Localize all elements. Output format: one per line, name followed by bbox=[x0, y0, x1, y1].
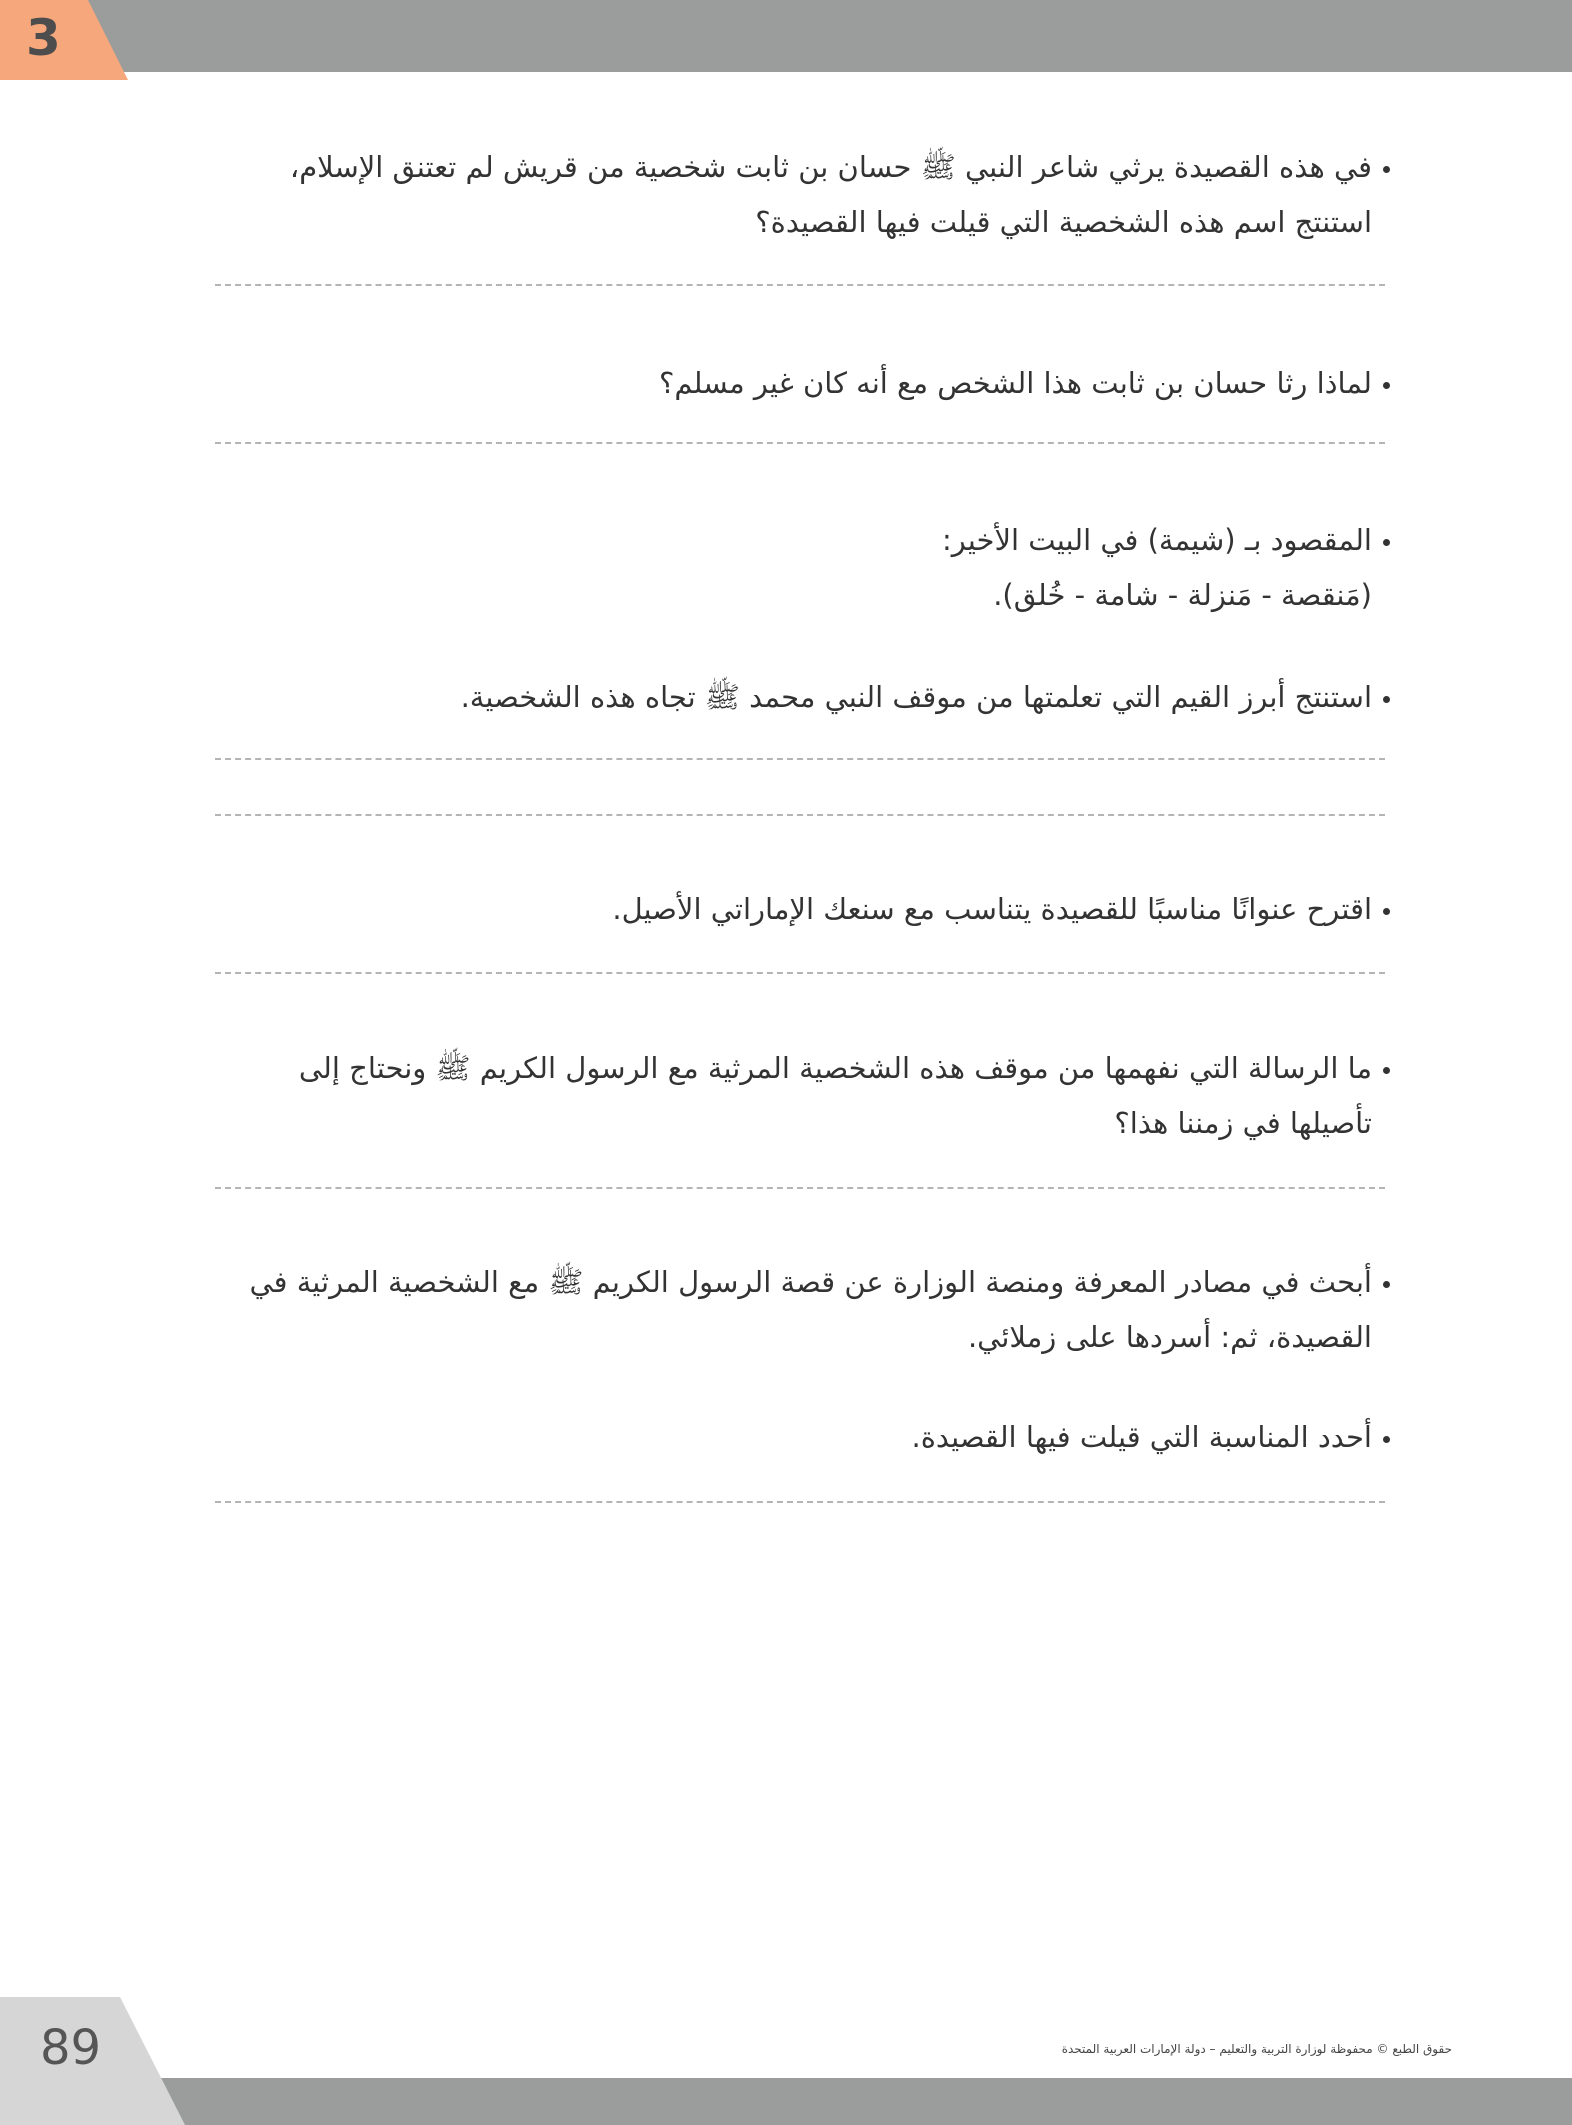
footer-bar bbox=[0, 2078, 1572, 2125]
question-8-line-1: أحدد المناسبة التي قيلت فيها القصيدة. bbox=[911, 1420, 1372, 1454]
question-3 bbox=[942, 513, 1372, 623]
answer-line-4a[interactable] bbox=[215, 758, 1385, 760]
question-6 bbox=[299, 1041, 1372, 1151]
question-7-line-1: أبحث في مصادر المعرفة ومنصة الوزارة عن قصة الرسول الكريم ﷺ مع الشخصية المرثية في bbox=[249, 1265, 1372, 1299]
question-3-line-2: (مَنقصة - مَنزلة - شامة - خُلق). bbox=[993, 578, 1372, 612]
question-6-line-2: تأصيلها في زمننا هذا؟ bbox=[1114, 1106, 1372, 1140]
unit-number: 3 bbox=[26, 9, 61, 67]
question-1 bbox=[290, 140, 1372, 250]
question-5 bbox=[612, 882, 1372, 937]
answer-line-2[interactable] bbox=[215, 442, 1385, 444]
question-2 bbox=[659, 356, 1372, 411]
answer-line-5[interactable] bbox=[215, 972, 1385, 974]
answer-line-6[interactable] bbox=[215, 1187, 1385, 1189]
answer-line-8[interactable] bbox=[215, 1501, 1385, 1503]
bullet-icon bbox=[1383, 1436, 1390, 1443]
question-3-line-1: المقصود بـ (شيمة) في البيت الأخير: bbox=[942, 523, 1372, 557]
bullet-icon bbox=[1383, 1067, 1390, 1074]
bullet-icon bbox=[1383, 166, 1390, 173]
bullet-icon bbox=[1383, 382, 1390, 389]
question-1-line-1: في هذه القصيدة يرثي شاعر النبي ﷺ حسان بن ثابت شخصية من قريش لم تعتنق الإسلام، bbox=[289, 150, 1372, 184]
question-4 bbox=[461, 670, 1372, 725]
question-4-line-1: استنتج أبرز القيم التي تعلمتها من موقف النبي محمد ﷺ تجاه هذه الشخصية. bbox=[460, 680, 1372, 714]
page-number: 89 bbox=[40, 2020, 102, 2076]
bullet-icon bbox=[1383, 1281, 1390, 1288]
bullet-icon bbox=[1383, 696, 1390, 703]
question-7-line-2: القصيدة، ثم: أسردها على زملائي. bbox=[967, 1320, 1372, 1354]
bullet-icon bbox=[1383, 908, 1390, 915]
question-7 bbox=[250, 1255, 1373, 1365]
question-2-line-1: لماذا رثا حسان بن ثابت هذا الشخص مع أنه كان غير مسلم؟ bbox=[658, 366, 1372, 400]
answer-line-1[interactable] bbox=[215, 284, 1385, 286]
question-5-line-1: اقترح عنوانًا مناسبًا للقصيدة يتناسب مع سنعك الإماراتي الأصيل. bbox=[612, 892, 1372, 926]
question-8 bbox=[912, 1410, 1372, 1465]
question-1-line-2: استنتج اسم هذه الشخصية التي قيلت فيها القصيدة؟ bbox=[755, 205, 1372, 239]
bullet-icon bbox=[1383, 539, 1390, 546]
question-6-line-1: ما الرسالة التي نفهمها من موقف هذه الشخصية المرثية مع الرسول الكريم ﷺ ونحتاج إلى bbox=[298, 1051, 1372, 1085]
answer-line-4b[interactable] bbox=[215, 814, 1385, 816]
copyright-notice: حقوق الطبع © محفوظة لوزارة التربية والتعليم – دولة الإمارات العربية المتحدة bbox=[1061, 2042, 1452, 2056]
